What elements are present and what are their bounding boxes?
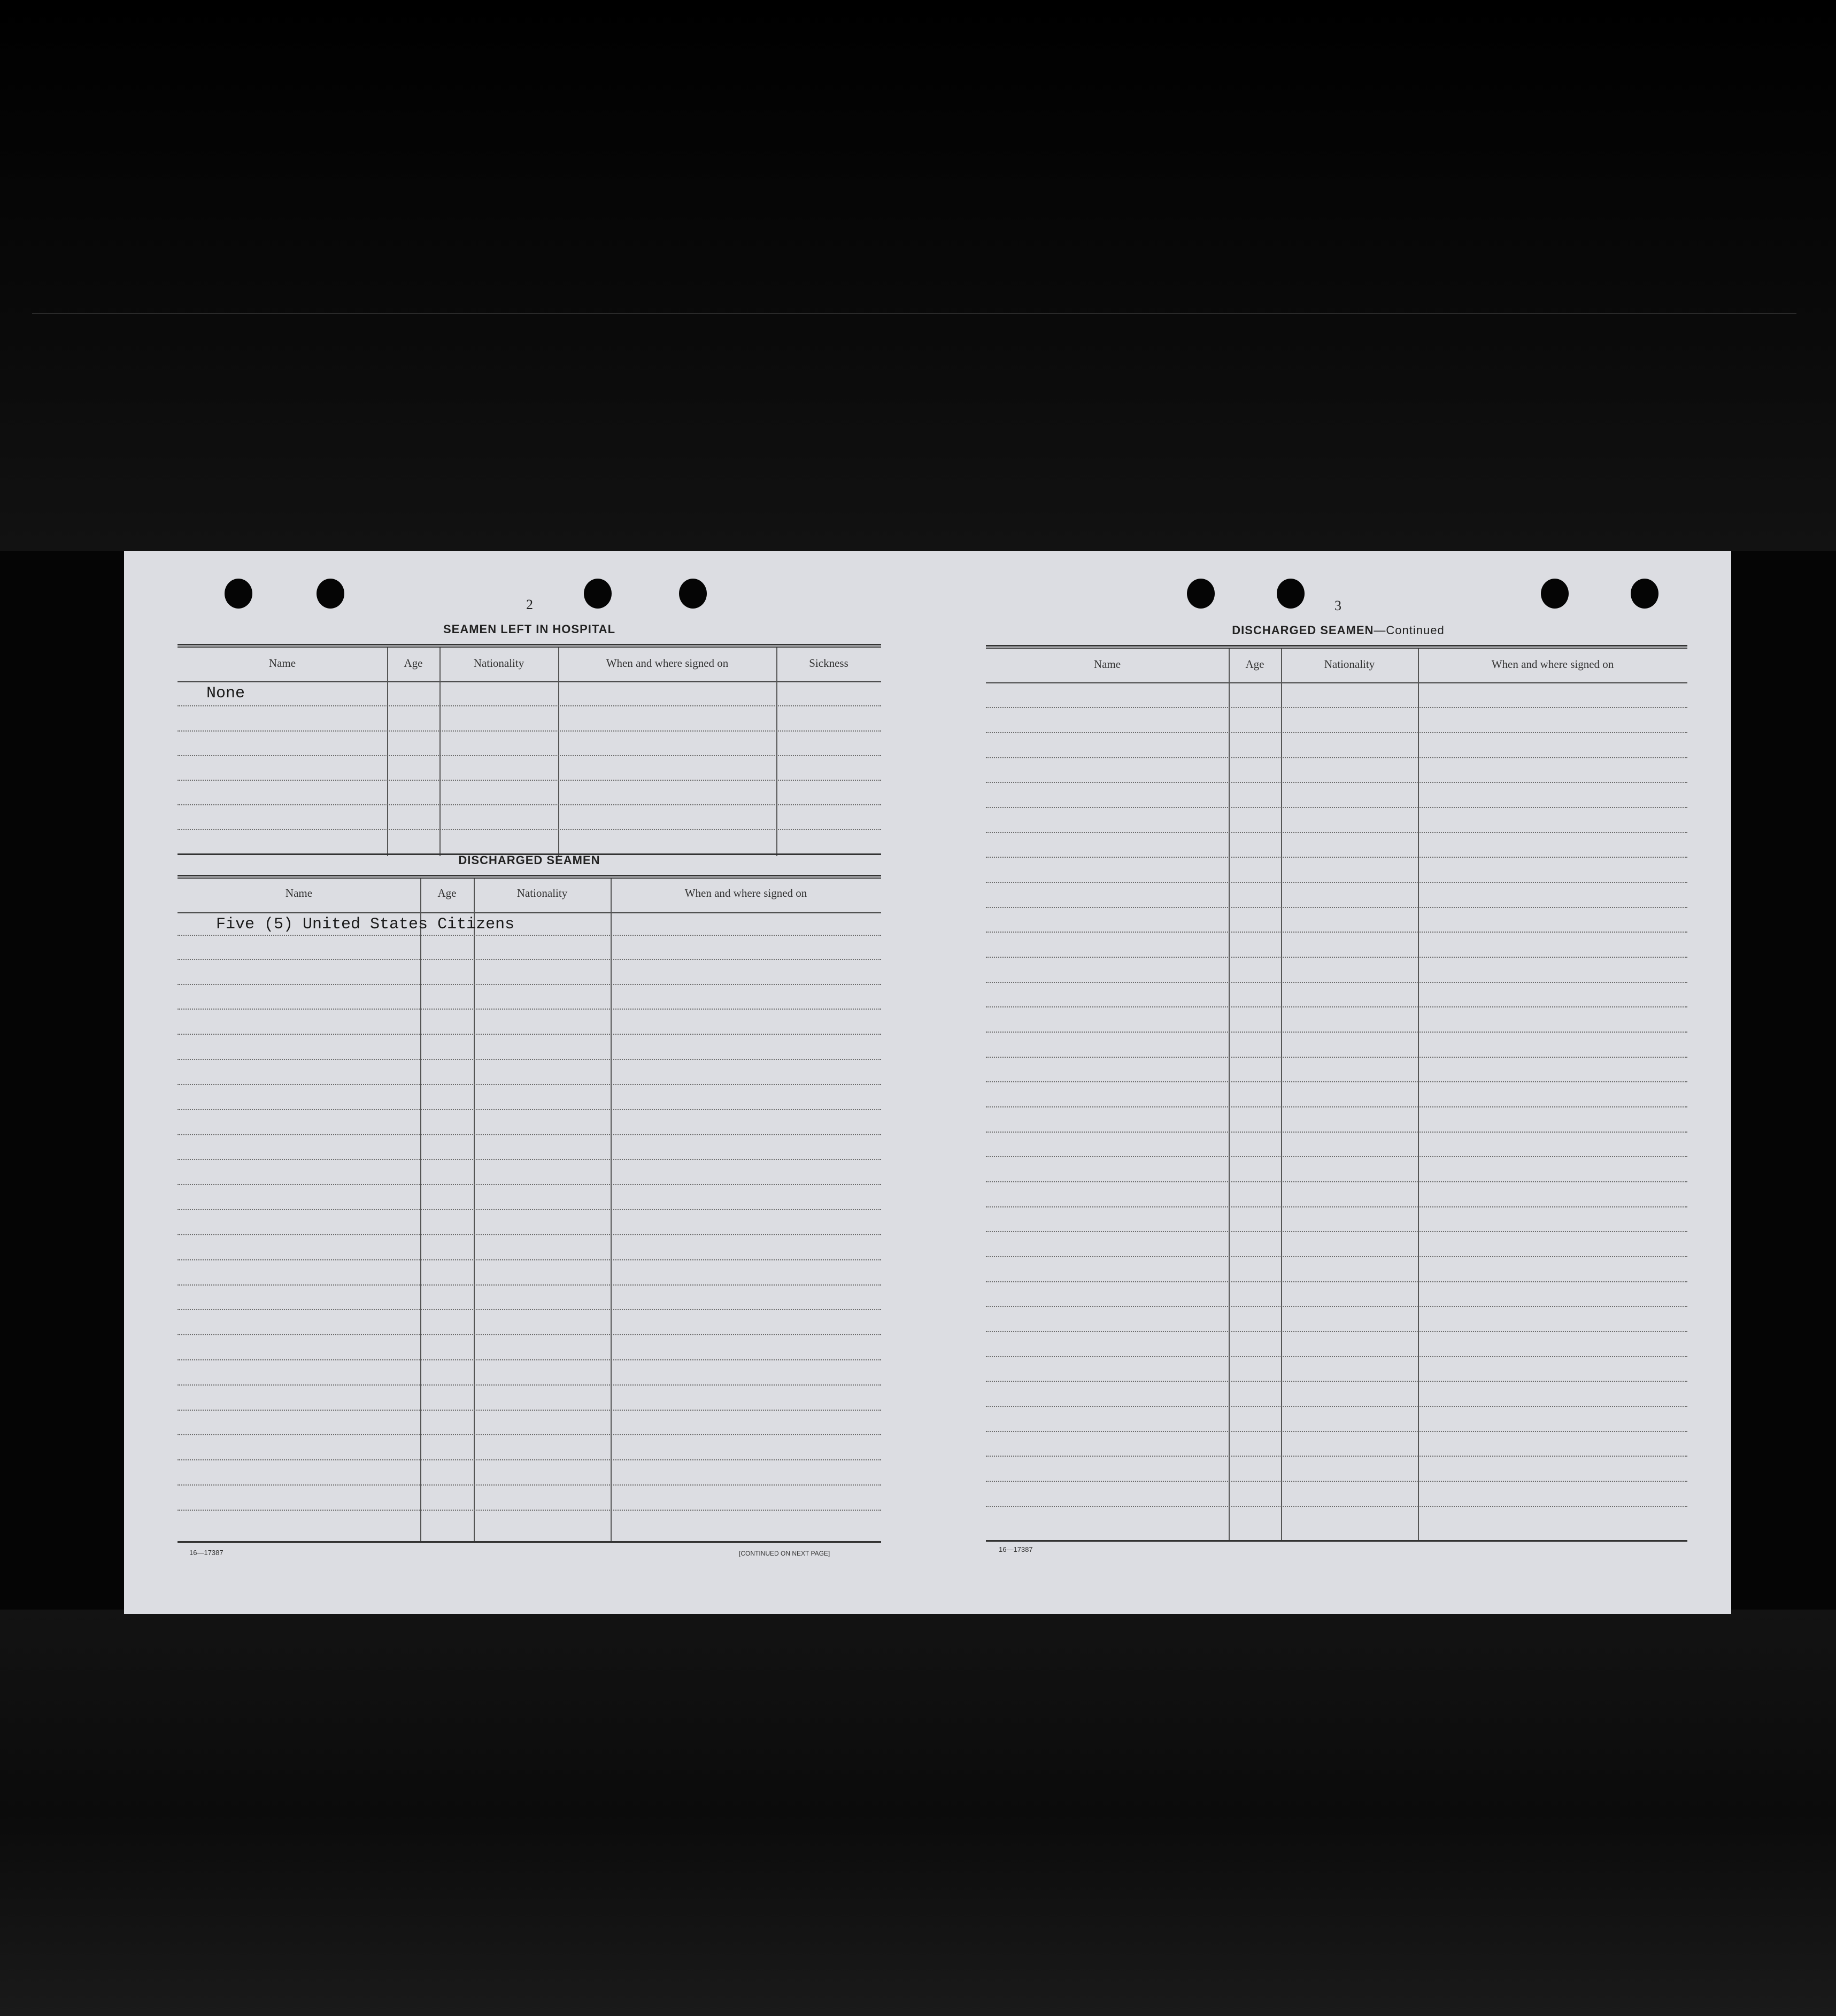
punch-hole — [679, 579, 707, 609]
hospital-table — [178, 644, 881, 859]
punch-hole — [225, 579, 252, 609]
document-spread — [124, 551, 1731, 1614]
col-header-age: Age — [437, 887, 457, 899]
col-header-name: Name — [1093, 658, 1121, 671]
continued-note: [CONTINUED ON NEXT PAGE] — [739, 1550, 830, 1557]
col-header-sickness: Sickness — [809, 657, 848, 670]
film-scratch — [32, 313, 1796, 314]
col-header-name: Name — [285, 887, 313, 899]
page-number-right: 3 — [1334, 598, 1341, 613]
col-header-nationality: Nationality — [473, 657, 524, 670]
punch-hole — [1277, 579, 1305, 609]
punch-hole — [1187, 579, 1215, 609]
hospital-section-title: SEAMEN LEFT IN HOSPITAL — [443, 622, 616, 636]
col-header-signed-on: When and where signed on — [1491, 658, 1614, 671]
discharged-table-right — [986, 645, 1687, 1565]
col-header-nationality: Nationality — [1324, 658, 1375, 671]
discharged-section-title: DISCHARGED SEAMEN — [458, 853, 600, 867]
punch-hole — [1631, 579, 1658, 609]
punch-hole — [1541, 579, 1569, 609]
punch-hole — [317, 579, 344, 609]
col-header-name: Name — [268, 657, 296, 670]
form-code-right: 16—17387 — [999, 1545, 1033, 1553]
col-header-age: Age — [404, 657, 423, 670]
hospital-entry: None — [206, 684, 245, 703]
discharged-continued-title-suffix: —Continued — [1374, 624, 1445, 637]
discharged-table-left — [178, 875, 881, 1570]
discharged-entry: Five (5) United States Citizens — [216, 915, 515, 934]
col-header-signed-on: When and where signed on — [606, 657, 729, 670]
punch-hole — [584, 579, 612, 609]
discharged-continued-title — [989, 624, 1687, 637]
page-number-left: 2 — [526, 597, 533, 612]
col-header-signed-on: When and where signed on — [684, 887, 807, 899]
col-header-age: Age — [1245, 658, 1264, 671]
film-background-top — [0, 0, 1836, 551]
form-code-left: 16—17387 — [189, 1549, 223, 1557]
col-header-nationality: Nationality — [516, 887, 568, 899]
discharged-continued-title-main: DISCHARGED SEAMEN — [1232, 624, 1374, 637]
film-background-bottom — [0, 1610, 1836, 2016]
